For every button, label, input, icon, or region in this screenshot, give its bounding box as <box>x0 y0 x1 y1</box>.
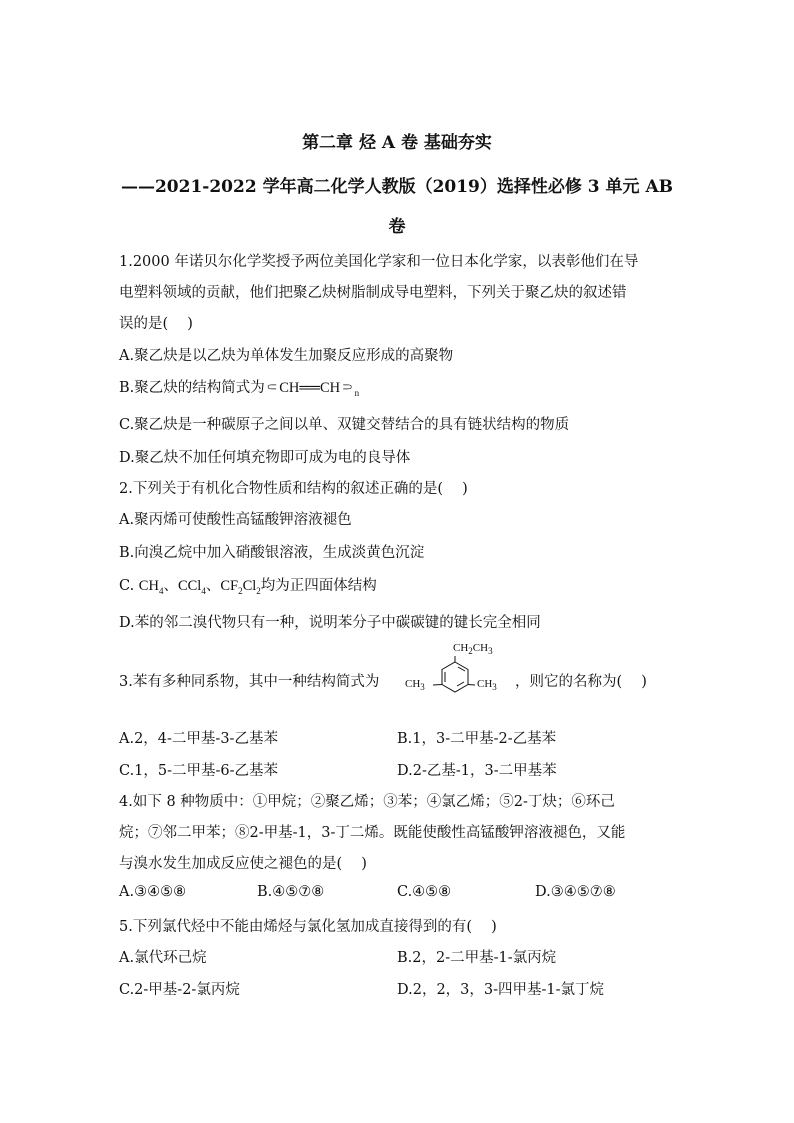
q4-stem-line3: 与溴水发生加成反应使之褪色的是( ) <box>119 856 367 872</box>
methyl-left-label: $CH_3$ <box>405 678 425 693</box>
ethyl-dimethylbenzene-structure <box>405 642 515 702</box>
separator: 、 <box>163 578 178 594</box>
q1-option-c: C.聚乙炔是一种碳原子之间以单、双键交替结合的具有链状结构的物质 <box>119 417 570 433</box>
q1-option-b-prefix: B.聚乙炔的结构简式为 <box>119 380 265 396</box>
q4-option-a: A.③④⑤⑧ <box>119 884 187 900</box>
q4-option-b: B.④⑤⑦⑧ <box>257 884 325 900</box>
q2-option-c-prefix: C. <box>119 578 139 594</box>
q4-stem-line2: 烷；⑦邻二甲苯；⑧2-甲基-1，3-丁二烯。既能使酸性高锰酸钾溶液褪色，又能 <box>119 825 626 841</box>
methyl-right-label: $CH_3$ <box>477 678 497 693</box>
q3-option-d: D.2-乙基-1，3-二甲基苯 <box>397 763 557 779</box>
q5-option-d: D.2，2，3，3-四甲基-1-氯丁烷 <box>397 982 605 998</box>
q2-option-c-suffix: 均为正四面体结构 <box>260 578 377 594</box>
q5-option-a: A.氯代环己烷 <box>119 950 207 966</box>
q2-option-b: B.向溴乙烷中加入硝酸银溶液，生成淡黄色沉淀 <box>119 545 425 561</box>
q2-option-d: D.苯的邻二溴代物只有一种，说明苯分子中碳碳键的键长完全相同 <box>119 615 541 631</box>
q1-stem-line3: 误的是( ) <box>119 316 193 332</box>
q2-option-a: A.聚丙烯可使酸性高锰酸钾溶液褪色 <box>119 512 352 528</box>
separator: 、 <box>205 578 221 594</box>
q5-option-c: C.2-甲基-2-氯丙烷 <box>119 982 240 998</box>
doc-subtitle-tail: 卷 <box>388 217 406 237</box>
q1-option-a: A.聚乙炔是以乙炔为单体发生加聚反应形成的高聚物 <box>119 348 454 364</box>
cf2cl2-formula: $CF_2Cl_2$ <box>220 578 261 596</box>
q5-option-b: B.2，2-二甲基-1-氯丙烷 <box>397 950 557 966</box>
ccl4-formula: CCl$_4$ <box>177 578 206 596</box>
q4-stem-line1: 4.如下 8 种物质中：①甲烷；②聚乙烯；③苯；④氯乙烯；⑤2-丁炔；⑥环己 <box>119 794 615 810</box>
q4-option-c: C.④⑤⑧ <box>397 884 452 900</box>
q1-stem-line1: 1.2000 年诺贝尔化学奖授予两位美国化学家和一位日本化学家，以表彰他们在导 <box>119 254 639 270</box>
polymer-degree-n: n <box>354 387 360 398</box>
q3-stem-suffix: ，则它的名称为( ) <box>515 674 647 690</box>
polyacetylene-repeat-unit: CH══CH <box>279 380 341 396</box>
polyacetylene-formula: $⸦CH══CH⸧_n$ <box>264 380 360 398</box>
doc-title: 第二章 烃 A 卷 基础夯实 <box>302 133 492 153</box>
methane-formula: $CH_4$ <box>138 578 164 596</box>
ethyl-group-label: $CH_2CH_3$ <box>453 642 493 657</box>
q3-option-b: B.1，3-二甲基-2-乙基苯 <box>397 731 557 747</box>
q2-stem: 2.下列关于有机化合物性质和结构的叙述正确的是( ) <box>119 481 468 497</box>
q3-option-c: C.1，5-二甲基-6-乙基苯 <box>119 763 279 779</box>
q1-stem-line2: 电塑料领域的贡献，他们把聚乙炔树脂制成导电塑料，下列关于聚乙炔的叙述错 <box>119 285 627 301</box>
q2-option-c <box>119 574 377 596</box>
q1-option-b <box>119 376 359 398</box>
doc-subtitle: ——2021-2022 学年高二化学人教版（2019）选择性必修 3 单元 AB <box>120 177 674 197</box>
q1-option-d: D.聚乙炔不加任何填充物即可成为电的良导体 <box>119 450 411 466</box>
q5-stem: 5.下列氯代烃中不能由烯烃与氯化氢加成直接得到的有( ) <box>119 919 497 935</box>
q3-option-a: A.2，4-二甲基-3-乙基苯 <box>119 731 278 747</box>
q3-stem-prefix: 3.苯有多种同系物，其中一种结构简式为 <box>119 674 380 690</box>
q4-option-d: D.③④⑤⑦⑧ <box>535 884 616 900</box>
